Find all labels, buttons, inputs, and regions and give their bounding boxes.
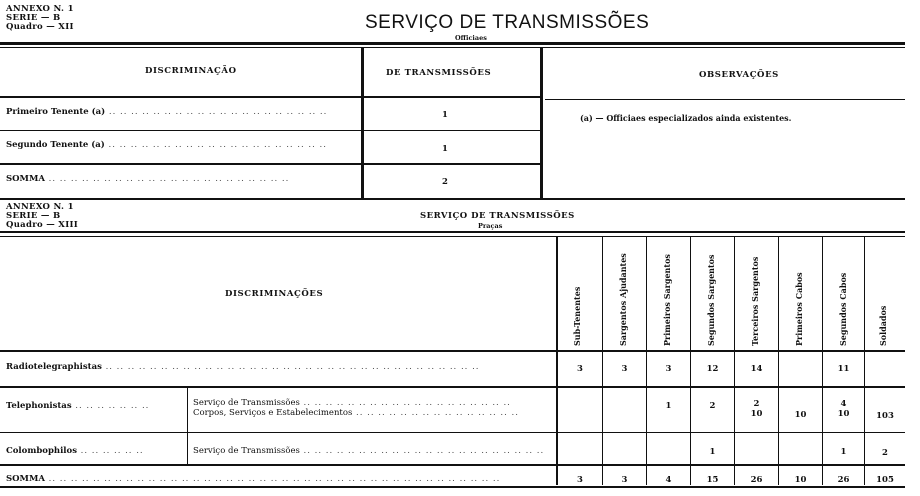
leader-dots: .. .. .. .. .. .. .. .. .. .. .. .. .. .. .. .. .. .. .. .. .. .. .. .. .. .. .. .. .. .. .. .. .. .. (101, 362, 480, 372)
table2-row-rule-2 (0, 432, 905, 433)
cell-somma-c6: 26 (837, 475, 850, 485)
table1-value-segundo-tenente: 1 (442, 144, 448, 154)
cell-somma-c5: 10 (794, 475, 807, 485)
table1-header-observacoes: OBSERVAÇÕES (699, 70, 779, 80)
table2-row-rule-3 (0, 464, 905, 466)
cell-tele1-c6: 4 (840, 399, 847, 409)
table1-header-transmissoes: DE TRANSMISSÕES (386, 68, 492, 78)
table2-header-rule (0, 350, 905, 352)
annex-header-2 (6, 203, 78, 230)
cell-colombo-c6: 1 (840, 447, 847, 457)
col-header-segundos-cabos: Segundos Cabos (838, 272, 848, 346)
leader-dots: .. .. .. .. .. .. .. .. .. .. .. .. .. .. .. (352, 408, 519, 418)
leader-dots: .. .. .. .. .. .. (76, 446, 144, 456)
table2-vline-c4 (734, 237, 735, 485)
annex-number: ANNEXO N. 1 (6, 202, 74, 212)
table2-subtitle: Praças (478, 222, 503, 230)
table2-row-tele-sub1 (193, 398, 511, 408)
table1-header-rule-right (545, 99, 905, 100)
leader-dots: .. .. .. .. .. .. .. .. .. .. .. .. .. .. .. .. .. .. .. .. .. .. (44, 174, 290, 184)
leader-dots: .. .. .. .. .. .. .. (71, 401, 150, 411)
table2-vline-c2 (646, 237, 647, 485)
annex-header-1 (6, 5, 74, 32)
col-header-primeiros-cabos: Primeiros Cabos (794, 272, 804, 346)
table1-row-rule-2b (364, 163, 540, 165)
cell-tele2-c6: 10 (837, 409, 850, 419)
cell-radio-c2: 3 (665, 364, 672, 374)
cell-tele2-c5: 10 (794, 410, 807, 420)
table1-row-rule-1b (364, 130, 540, 131)
sub-label: Serviço de Transmissões (193, 446, 300, 456)
table1-top-rule (0, 42, 905, 45)
table1-row-segundo-tenente (6, 140, 327, 150)
annex-serie: SERIE — B (6, 211, 61, 221)
leader-dots: .. .. .. .. .. .. .. .. .. .. .. .. .. .. .. .. .. .. .. .. .. .. .. .. .. .. .. .. .. .. .. .. .. .. .. .. .. .. .. .. .. (44, 474, 501, 484)
table1-top-rule-thin (0, 47, 905, 48)
annex-number: ANNEXO N. 1 (6, 4, 74, 14)
annex-serie: SERIE — B (6, 13, 61, 23)
col-header-primeiros-sargentos: Primeiros Sargentos (662, 254, 672, 346)
table1-vline-1 (361, 48, 364, 198)
cell-tele1-c4: 2 (753, 399, 760, 409)
cell-tele1-c3: 2 (709, 401, 716, 411)
table2-bottom-rule (0, 486, 905, 488)
row-label: Colombophilos (6, 446, 77, 456)
table1-observation: (a) — Officiaes especializados ainda existentes. (580, 113, 792, 123)
col-header-sub-tenentes: Sub-Tenentes (572, 286, 582, 346)
row-label: SOMMA (6, 474, 45, 484)
leader-dots: .. .. .. .. .. .. .. .. .. .. .. .. .. .. .. .. .. .. .. .. (104, 140, 327, 150)
col-header-segundos-sargentos: Segundos Sargentos (706, 254, 716, 346)
cell-somma-c0: 3 (577, 475, 583, 485)
leader-dots: .. .. .. .. .. .. .. .. .. .. .. .. .. .. .. .. .. .. .. .. .. .. (299, 446, 545, 456)
cell-colombo-c3: 1 (709, 447, 716, 457)
col-header-soldados: Soldados (878, 305, 888, 346)
table1-subtitle: Officiaes (455, 34, 487, 42)
table2-title: SERVIÇO DE TRANSMISSÕES (420, 211, 575, 221)
table1-row-primeiro-tenente (6, 107, 327, 117)
row-label: SOMMA (6, 174, 45, 184)
table2-header-discriminacoes: DISCRIMINAÇÕES (225, 289, 324, 299)
cell-somma-c3: 15 (706, 475, 719, 485)
table2-vline-c5 (778, 237, 779, 485)
leader-dots: .. .. .. .. .. .. .. .. .. .. .. .. .. .. .. .. .. .. .. .. (105, 107, 328, 117)
annex-quadro: Quadro — XIII (6, 220, 79, 230)
table1-row-rule-1 (0, 130, 362, 131)
cell-somma-c7: 105 (876, 475, 894, 485)
cell-radio-c4: 14 (750, 364, 763, 374)
table1-header-rule-mid (364, 96, 540, 98)
table1-value-primeiro-tenente: 1 (442, 110, 448, 120)
cell-somma-c4: 26 (750, 475, 763, 485)
table2-row-radio (6, 362, 479, 372)
cell-radio-c0: 3 (577, 364, 583, 374)
row-label: Segundo Tenente (a) (6, 140, 105, 150)
cell-somma-c1: 3 (621, 475, 628, 485)
cell-radio-c6: 11 (837, 364, 850, 374)
col-header-terceiros-sargentos: Terceiros Sargentos (750, 256, 760, 346)
leader-dots: .. .. .. .. .. .. .. .. .. .. .. .. .. .. .. .. .. .. .. (299, 398, 511, 408)
sub-label: Corpos, Serviços e Estabelecimentos (193, 408, 353, 418)
table2-row-colombo-sub (193, 446, 544, 456)
table2-vline-disc (556, 237, 558, 485)
table2-row-colombo (6, 446, 144, 456)
sub-label: Serviço de Transmissões (193, 398, 300, 408)
col-header-sargentos-ajudantes: Sargentos Ajudantes (618, 253, 628, 346)
table2-row-tele (6, 401, 149, 411)
table2-row-tele-sub2 (193, 408, 519, 418)
table1-row-somma (6, 174, 289, 184)
row-label: Radiotelegraphistas (6, 362, 102, 372)
cell-tele2-c7: 103 (876, 411, 894, 421)
row-label: Telephonistas (6, 401, 72, 411)
table1-title: SERVIÇO DE TRANSMISSÕES (365, 12, 650, 33)
table2-vline-c1 (602, 237, 603, 485)
cell-radio-c1: 3 (621, 364, 628, 374)
table2-top-rule (0, 231, 905, 233)
table1-value-somma: 2 (442, 177, 448, 187)
table2-row-somma (6, 474, 500, 484)
table2-top-rule-thin (0, 236, 905, 237)
table1-header-rule (0, 96, 362, 98)
table2-row-rule-1 (0, 386, 905, 388)
table1-vline-2 (540, 48, 543, 198)
row-label: Primeiro Tenente (a) (6, 107, 106, 117)
table1-row-rule-2 (0, 163, 362, 165)
cell-colombo-c7: 2 (882, 448, 888, 458)
cell-radio-c3: 12 (706, 364, 719, 374)
cell-somma-c2: 4 (665, 475, 672, 485)
table1-bottom-rule (0, 198, 905, 200)
cell-tele2-c4: 10 (750, 409, 763, 419)
annex-quadro: Quadro — XII (6, 22, 74, 32)
table1-header-discriminacao: DISCRIMINAÇÃO (145, 66, 237, 76)
cell-tele1-c2: 1 (665, 401, 672, 411)
table2-vline-subgroup (187, 387, 188, 465)
